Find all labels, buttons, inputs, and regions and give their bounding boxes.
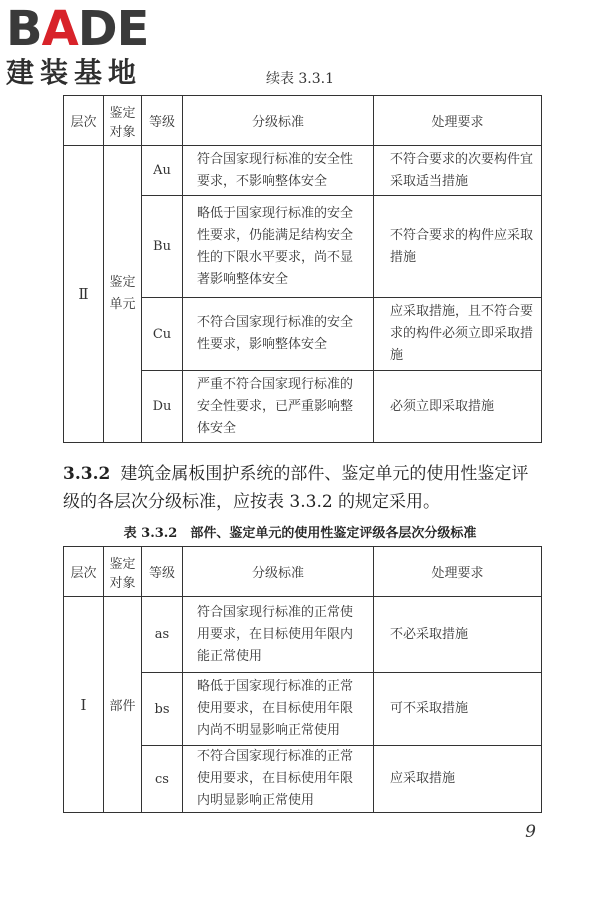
header-object: 鉴定对象 [104,547,142,597]
grade-cell: Au [142,146,183,196]
standard-cell: 严重不符合国家现行标准的安全性要求，已严重影响整体安全 [183,371,374,443]
header-standard: 分级标准 [183,547,374,597]
standard-cell: 略低于国家现行标准的安全性要求，仍能满足结构安全性的下限水平要求，尚不显著影响整体安全 [183,196,374,298]
requirement-cell: 可不采取措施 [374,673,542,746]
header-standard: 分级标准 [183,96,374,146]
header-requirement: 处理要求 [374,96,542,146]
requirement-cell: 必须立即采取措施 [374,371,542,443]
requirement-cell: 应采取措施 [374,746,542,813]
standard-cell: 略低于国家现行标准的正常使用要求，在目标使用年限内尚不明显影响正常使用 [183,673,374,746]
section-number: 3.3.2 [63,464,111,484]
grade-cell: Du [142,371,183,443]
requirement-cell: 不符合要求的构件应采取措施 [374,196,542,298]
grade-cell: bs [142,673,183,746]
page-number: 9 [525,822,536,842]
header-level: 层次 [64,96,104,146]
object-cell: 鉴定单元 [104,146,142,443]
grade-cell: Bu [142,196,183,298]
grade-cell: cs [142,746,183,813]
requirement-cell: 不必采取措施 [374,597,542,673]
header-grade: 等级 [142,96,183,146]
standard-cell: 不符合国家现行标准的正常使用要求，在目标使用年限内明显影响正常使用 [183,746,374,813]
standard-cell: 符合国家现行标准的安全性要求，不影响整体安全 [183,146,374,196]
grade-cell: Cu [142,298,183,371]
table2 [63,546,542,813]
requirement-cell: 不符合要求的次要构件宜采取适当措施 [374,146,542,196]
table2-caption: 表 3.3.2 部件、鉴定单元的使用性鉴定评级各层次分级标准 [123,526,477,541]
logo-subtitle: 建装基地 [6,56,143,89]
standard-cell: 不符合国家现行标准的安全性要求，影响整体安全 [183,298,374,371]
grade-cell: as [142,597,183,673]
level-cell: Ⅱ [64,146,104,443]
table1 [63,95,542,443]
header-level: 层次 [64,547,104,597]
logo-wordmark: BADE [6,1,149,57]
paragraph-text: 建筑金属板围护系统的部件、鉴定单元的使用性鉴定评级的各层次分级标准，应按表 3.3.2 的规定采用。 [63,464,529,512]
header-requirement: 处理要求 [374,547,542,597]
header-object: 鉴定对象 [104,96,142,146]
paragraph-3-3-2 [63,460,543,516]
level-cell: Ⅰ [64,597,104,813]
table-row [64,146,542,196]
table1-caption: 续表 3.3.1 [265,71,335,87]
table2-header-row [64,547,542,597]
table1-header-row [64,96,542,146]
requirement-cell: 应采取措施，且不符合要求的构件必须立即采取措施 [374,298,542,371]
object-cell: 部件 [104,597,142,813]
standard-cell: 符合国家现行标准的正常使用要求，在目标使用年限内能正常使用 [183,597,374,673]
table-row [64,597,542,673]
header-grade: 等级 [142,547,183,597]
